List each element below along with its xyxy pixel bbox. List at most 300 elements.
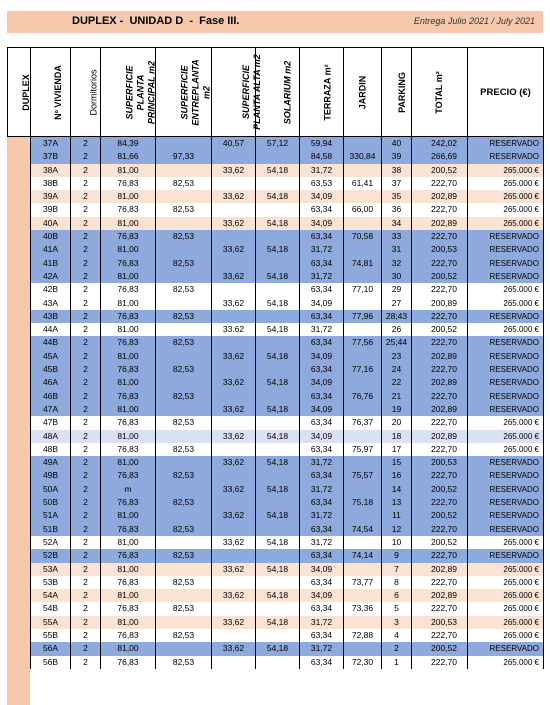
total-cell: 200,53 (412, 243, 468, 256)
bedrooms-cell: 2 (71, 243, 101, 256)
sup-entreplanta-cell: 82,53 (156, 336, 212, 349)
solarium-cell: 54,18 (256, 350, 300, 363)
sup-principal-cell: 81,66 (101, 150, 156, 163)
unit-id-cell: 45B (31, 363, 71, 376)
price-cell: RESERVADO (468, 310, 544, 323)
price-cell: RESERVADO (468, 376, 544, 389)
terraza-cell: 63,34 (300, 549, 344, 562)
parking-cell: 18 (382, 430, 412, 443)
total-cell: 222,70 (412, 469, 468, 482)
solarium-cell: 54,18 (256, 509, 300, 522)
price-cell: RESERVADO (468, 496, 544, 509)
parking-cell: 22 (382, 376, 412, 389)
jardin-cell: 75,57 (344, 469, 382, 482)
terraza-cell: 63,34 (300, 629, 344, 642)
sup-entreplanta-cell: 82,53 (156, 523, 212, 536)
sup-alta-cell (212, 203, 256, 216)
unit-id-cell: 40B (31, 230, 71, 243)
bedrooms-cell: 2 (71, 496, 101, 509)
sup-entreplanta-cell (156, 350, 212, 363)
unit-id-cell: 46B (31, 390, 71, 403)
table-row (8, 137, 544, 151)
parking-cell: 7 (382, 563, 412, 576)
price-cell: 265.000 € (468, 416, 544, 429)
parking-cell: 16 (382, 469, 412, 482)
sup-entreplanta-cell (156, 297, 212, 310)
bedrooms-cell: 2 (71, 150, 101, 163)
sup-entreplanta-cell (156, 616, 212, 629)
duplex-strip-cell (8, 523, 31, 536)
price-cell: RESERVADO (468, 257, 544, 270)
sup-alta-cell: 33,62 (212, 536, 256, 549)
table-row (8, 656, 544, 669)
table-row (8, 563, 544, 576)
table-row (8, 297, 544, 310)
sup-principal-cell: 76,83 (101, 656, 156, 669)
sup-alta-cell: 33,62 (212, 190, 256, 203)
sup-principal-cell: 76,83 (101, 363, 156, 376)
jardin-cell: 77,10 (344, 283, 382, 296)
total-cell: 202,89 (412, 190, 468, 203)
table-row (8, 616, 544, 629)
duplex-strip-cell (8, 283, 31, 296)
sup-alta-cell: 33,62 (212, 270, 256, 283)
terraza-cell: 34,09 (300, 350, 344, 363)
sup-alta-cell: 33.62 (212, 323, 256, 336)
sup-alta-cell: 33,62 (212, 616, 256, 629)
jardin-cell: 72,88 (344, 629, 382, 642)
bedrooms-cell: 2 (71, 217, 101, 230)
sup-alta-cell: 33,62 (212, 642, 256, 655)
total-cell: 222,70 (412, 549, 468, 562)
duplex-strip-cell (8, 576, 31, 589)
duplex-strip-cell (8, 164, 31, 177)
table-row (8, 509, 544, 522)
price-cell: 265.000 € (468, 297, 544, 310)
bedrooms-cell: 2 (71, 336, 101, 349)
sup-entreplanta-cell (156, 376, 212, 389)
unit-id-cell: 46A (31, 376, 71, 389)
sup-entreplanta-cell: 82,53 (156, 177, 212, 190)
terraza-cell: 63,53 (300, 177, 344, 190)
total-cell: 222,70 (412, 496, 468, 509)
duplex-strip-cell (8, 336, 31, 349)
total-cell: 222,70 (412, 363, 468, 376)
price-cell: 265.000 € (468, 164, 544, 177)
table-row (8, 496, 544, 509)
terraza-cell: 63,34 (300, 283, 344, 296)
sup-entreplanta-cell: 82,53 (156, 549, 212, 562)
price-cell: RESERVADO (468, 403, 544, 416)
sup-principal-cell: 76,83 (101, 416, 156, 429)
sup-entreplanta-cell (156, 430, 212, 443)
duplex-strip-cell (8, 589, 31, 602)
header-row (8, 48, 544, 137)
sup-principal-cell: 76,83 (101, 523, 156, 536)
unit-id-cell: 49A (31, 456, 71, 469)
unit-id-cell: 43A (31, 297, 71, 310)
price-cell: 265.000 € (468, 217, 544, 230)
price-cell: 265.000 € (468, 177, 544, 190)
total-cell: 222,70 (412, 177, 468, 190)
table-row (8, 336, 544, 349)
table-row (8, 350, 544, 363)
unit-id-cell: 54A (31, 589, 71, 602)
sup-entreplanta-cell: 82,53 (156, 416, 212, 429)
total-cell: 222,70 (412, 416, 468, 429)
sup-entreplanta-cell (156, 270, 212, 283)
terraza-cell: 63,34 (300, 656, 344, 669)
sup-entreplanta-cell: 82,53 (156, 257, 212, 270)
price-cell: 265.000 € (468, 430, 544, 443)
table-row (8, 629, 544, 642)
solarium-cell (256, 203, 300, 216)
unit-id-cell: 48A (31, 430, 71, 443)
parking-cell: 32 (382, 257, 412, 270)
sup-principal-cell: 81,00 (101, 217, 156, 230)
sup-entreplanta-cell (156, 190, 212, 203)
table-row (8, 203, 544, 216)
jardin-cell (344, 137, 382, 151)
terraza-cell: 63,34 (300, 496, 344, 509)
jardin-cell (344, 376, 382, 389)
parking-cell: 21 (382, 390, 412, 403)
sup-entreplanta-cell: 82,53 (156, 203, 212, 216)
sup-principal-cell: 81,00 (101, 456, 156, 469)
sup-alta-cell (212, 177, 256, 190)
price-cell: 265.000 € (468, 536, 544, 549)
unit-id-cell: 39B (31, 203, 71, 216)
jardin-cell (344, 403, 382, 416)
bedrooms-cell: 2 (71, 616, 101, 629)
sup-entreplanta-cell: 82,53 (156, 629, 212, 642)
jardin-cell: 73,77 (344, 576, 382, 589)
total-cell: 202,89 (412, 217, 468, 230)
sup-alta-cell: 33,62 (212, 217, 256, 230)
duplex-strip-cell (8, 509, 31, 522)
unit-id-cell: 44B (31, 336, 71, 349)
unit-id-cell: 47A (31, 403, 71, 416)
total-cell: 200,89 (412, 297, 468, 310)
duplex-strip-cell (8, 536, 31, 549)
jardin-cell (344, 589, 382, 602)
solarium-cell (256, 416, 300, 429)
total-cell: 222,70 (412, 257, 468, 270)
sup-principal-cell: 81,00 (101, 350, 156, 363)
bedrooms-cell: 2 (71, 190, 101, 203)
solarium-cell: 54,18 (256, 297, 300, 310)
parking-cell: 3 (382, 616, 412, 629)
solarium-cell: 54,18 (256, 323, 300, 336)
jardin-cell: 330,84 (344, 150, 382, 163)
sup-entreplanta-cell (156, 243, 212, 256)
price-cell: RESERVADO (468, 243, 544, 256)
unit-id-cell: 42A (31, 270, 71, 283)
bedrooms-cell: 2 (71, 350, 101, 363)
terraza-cell: 34,09 (300, 190, 344, 203)
parking-cell: 2 (382, 642, 412, 655)
solarium-cell: 54,18 (256, 536, 300, 549)
sup-entreplanta-cell: 82,53 (156, 576, 212, 589)
sup-principal-cell: 81,00 (101, 403, 156, 416)
bedrooms-cell: 2 (71, 270, 101, 283)
unit-id-cell: 40A (31, 217, 71, 230)
terraza-cell: 31,72 (300, 270, 344, 283)
duplex-strip-cell (8, 376, 31, 389)
sup-principal-cell: 81,00 (101, 509, 156, 522)
col-header-sup-entreplanta: SUPERFICIE ENTREPLANTA m2 (156, 48, 212, 137)
col-header-precio: PRECIO (€) (468, 48, 544, 137)
sup-principal-cell: 84,39 (101, 137, 156, 151)
table-row (8, 602, 544, 615)
terraza-cell: 63,34 (300, 576, 344, 589)
col-header-solarium: SOLARIUM m2 (256, 48, 300, 137)
sup-principal-cell: 76,83 (101, 576, 156, 589)
bedrooms-cell: 2 (71, 602, 101, 615)
table-row (8, 536, 544, 549)
price-cell: 265.000 € (468, 203, 544, 216)
sup-alta-cell (212, 416, 256, 429)
jardin-cell: 74,54 (344, 523, 382, 536)
duplex-strip-cell (8, 642, 31, 655)
duplex-strip-cell (8, 190, 31, 203)
duplex-strip-cell (8, 257, 31, 270)
sup-alta-cell (212, 496, 256, 509)
duplex-strip-cell (8, 217, 31, 230)
solarium-cell (256, 629, 300, 642)
bedrooms-cell: 2 (71, 323, 101, 336)
sup-alta-cell (212, 656, 256, 669)
bedrooms-cell: 2 (71, 443, 101, 456)
duplex-strip-cell (8, 243, 31, 256)
bedrooms-cell: 2 (71, 376, 101, 389)
table-row (8, 323, 544, 336)
unit-id-cell: 52B (31, 549, 71, 562)
bedrooms-cell: 2 (71, 416, 101, 429)
sup-entreplanta-cell: 82,53 (156, 230, 212, 243)
total-cell: 200,52 (412, 483, 468, 496)
table-row (8, 589, 544, 602)
parking-cell: 40 (382, 137, 412, 151)
duplex-strip-cell (8, 350, 31, 363)
total-cell: 222,70 (412, 656, 468, 669)
bedrooms-cell: 2 (71, 390, 101, 403)
sup-principal-cell: 76,83 (101, 177, 156, 190)
solarium-cell: 54,18 (256, 563, 300, 576)
col-header-dormitorios: Dormitorios (71, 48, 101, 137)
price-cell: RESERVADO (468, 390, 544, 403)
solarium-cell: 54,18 (256, 164, 300, 177)
total-cell: 202,89 (412, 403, 468, 416)
price-cell: RESERVADO (468, 230, 544, 243)
total-cell: 200,52 (412, 642, 468, 655)
sup-principal-cell: 76,83 (101, 549, 156, 562)
bedrooms-cell: 2 (71, 509, 101, 522)
sup-entreplanta-cell: 82,53 (156, 363, 212, 376)
col-header-total: TOTAL m² (412, 48, 468, 137)
sup-entreplanta-cell: 82,53 (156, 469, 212, 482)
bedrooms-cell: 2 (71, 483, 101, 496)
terraza-cell: 34,09 (300, 563, 344, 576)
bedrooms-cell: 2 (71, 177, 101, 190)
sup-principal-cell: 81,00 (101, 323, 156, 336)
sup-entreplanta-cell: 82,53 (156, 443, 212, 456)
table-row (8, 642, 544, 655)
jardin-cell: 77,16 (344, 363, 382, 376)
duplex-strip-cell (8, 230, 31, 243)
table-row (8, 190, 544, 203)
sup-entreplanta-cell (156, 137, 212, 151)
table-row (8, 243, 544, 256)
sup-principal-cell: 76,83 (101, 310, 156, 323)
unit-id-cell: 42B (31, 283, 71, 296)
duplex-strip-cell (8, 616, 31, 629)
solarium-cell: 54,18 (256, 217, 300, 230)
solarium-cell: 54,18 (256, 642, 300, 655)
terraza-cell: 63,34 (300, 203, 344, 216)
bedrooms-cell: 2 (71, 656, 101, 669)
table-row (8, 230, 544, 243)
price-cell: RESERVADO (468, 483, 544, 496)
sup-principal-cell: 81,00 (101, 563, 156, 576)
solarium-cell (256, 602, 300, 615)
solarium-cell: 54,18 (256, 483, 300, 496)
total-cell: 222,70 (412, 283, 468, 296)
jardin-cell (344, 270, 382, 283)
table-row (8, 164, 544, 177)
jardin-cell (344, 217, 382, 230)
jardin-cell: 76,76 (344, 390, 382, 403)
sup-entreplanta-cell: 97,33 (156, 150, 212, 163)
unit-id-cell: 51B (31, 523, 71, 536)
sup-principal-cell: 76,83 (101, 257, 156, 270)
jardin-cell: 72,30 (344, 656, 382, 669)
duplex-strip-cell (8, 443, 31, 456)
sup-entreplanta-cell: 82,53 (156, 496, 212, 509)
parking-cell: 23 (382, 350, 412, 363)
terraza-cell: 34,09 (300, 589, 344, 602)
unit-id-cell: 39A (31, 190, 71, 203)
sup-entreplanta-cell (156, 164, 212, 177)
total-cell: 202,89 (412, 350, 468, 363)
bedrooms-cell: 2 (71, 430, 101, 443)
price-cell: 265.000 € (468, 656, 544, 669)
unit-id-cell: 44A (31, 323, 71, 336)
solarium-cell (256, 469, 300, 482)
terraza-cell: 31,72 (300, 536, 344, 549)
bedrooms-cell: 2 (71, 297, 101, 310)
sup-principal-cell: 81,00 (101, 190, 156, 203)
parking-cell: 28;43 (382, 310, 412, 323)
price-cell: RESERVADO (468, 523, 544, 536)
terraza-cell: 63,34 (300, 390, 344, 403)
price-cell: RESERVADO (468, 469, 544, 482)
price-cell: 265.000 € (468, 629, 544, 642)
table-row (8, 150, 544, 163)
total-cell: 200,52 (412, 270, 468, 283)
sup-principal-cell: 76,83 (101, 336, 156, 349)
duplex-strip-cell (8, 496, 31, 509)
parking-cell: 17 (382, 443, 412, 456)
unit-id-cell: 47B (31, 416, 71, 429)
unit-id-cell: 55B (31, 629, 71, 642)
unit-id-cell: 56B (31, 656, 71, 669)
terraza-cell: 31,72 (300, 616, 344, 629)
sup-alta-cell: 33,62 (212, 589, 256, 602)
terraza-cell: 31,72 (300, 509, 344, 522)
sup-alta-cell: 40,57 (212, 137, 256, 151)
table-row (8, 217, 544, 230)
sup-entreplanta-cell (156, 217, 212, 230)
parking-cell: 27 (382, 297, 412, 310)
delivery-note: Entrega Julio 2021 / July 2021 (413, 16, 535, 26)
price-cell: 265.000 € (468, 563, 544, 576)
jardin-cell (344, 297, 382, 310)
jardin-cell: 77,56 (344, 336, 382, 349)
solarium-cell (256, 150, 300, 163)
jardin-cell: 61,41 (344, 177, 382, 190)
total-cell: 266,69 (412, 150, 468, 163)
parking-cell: 38 (382, 164, 412, 177)
solarium-cell (256, 257, 300, 270)
sup-entreplanta-cell: 82,53 (156, 310, 212, 323)
solarium-cell (256, 576, 300, 589)
solarium-cell: 54,18 (256, 243, 300, 256)
parking-cell: 29 (382, 283, 412, 296)
duplex-strip-cell (8, 430, 31, 443)
sup-alta-cell: 33,62 (212, 350, 256, 363)
sup-alta-cell (212, 310, 256, 323)
total-cell: 222,70 (412, 629, 468, 642)
sup-principal-cell: 76,83 (101, 602, 156, 615)
bedrooms-cell: 2 (71, 203, 101, 216)
bedrooms-cell: 2 (71, 536, 101, 549)
terraza-cell: 63,34 (300, 257, 344, 270)
unit-id-cell: 38B (31, 177, 71, 190)
price-cell: RESERVADO (468, 549, 544, 562)
jardin-cell: 73,36 (344, 602, 382, 615)
terraza-cell: 31,72 (300, 456, 344, 469)
bedrooms-cell: 2 (71, 137, 101, 151)
price-cell: RESERVADO (468, 363, 544, 376)
duplex-strip-cell (8, 416, 31, 429)
unit-id-cell: 37A (31, 137, 71, 151)
jardin-cell (344, 483, 382, 496)
terraza-cell: 63,34 (300, 336, 344, 349)
terraza-cell: 63,34 (300, 310, 344, 323)
unit-id-cell: 50A (31, 483, 71, 496)
jardin-cell: 75,97 (344, 443, 382, 456)
sup-entreplanta-cell (156, 456, 212, 469)
solarium-cell: 54,18 (256, 589, 300, 602)
col-header-terraza: TERRAZA m² (300, 48, 344, 137)
sup-alta-cell (212, 336, 256, 349)
sup-principal-cell: 76,83 (101, 629, 156, 642)
price-cell: RESERVADO (468, 509, 544, 522)
sup-entreplanta-cell: 82,53 (156, 656, 212, 669)
sup-alta-cell: 33,62 (212, 430, 256, 443)
sup-entreplanta-cell (156, 509, 212, 522)
sup-entreplanta-cell (156, 589, 212, 602)
price-cell: 265.000 € (468, 443, 544, 456)
price-cell: RESERVADO (468, 456, 544, 469)
total-cell: 200,52 (412, 164, 468, 177)
terraza-cell: 59,94 (300, 137, 344, 151)
jardin-cell: 66,00 (344, 203, 382, 216)
unit-id-cell: 55A (31, 616, 71, 629)
unit-id-cell: 41A (31, 243, 71, 256)
sup-principal-cell: 81,00 (101, 297, 156, 310)
